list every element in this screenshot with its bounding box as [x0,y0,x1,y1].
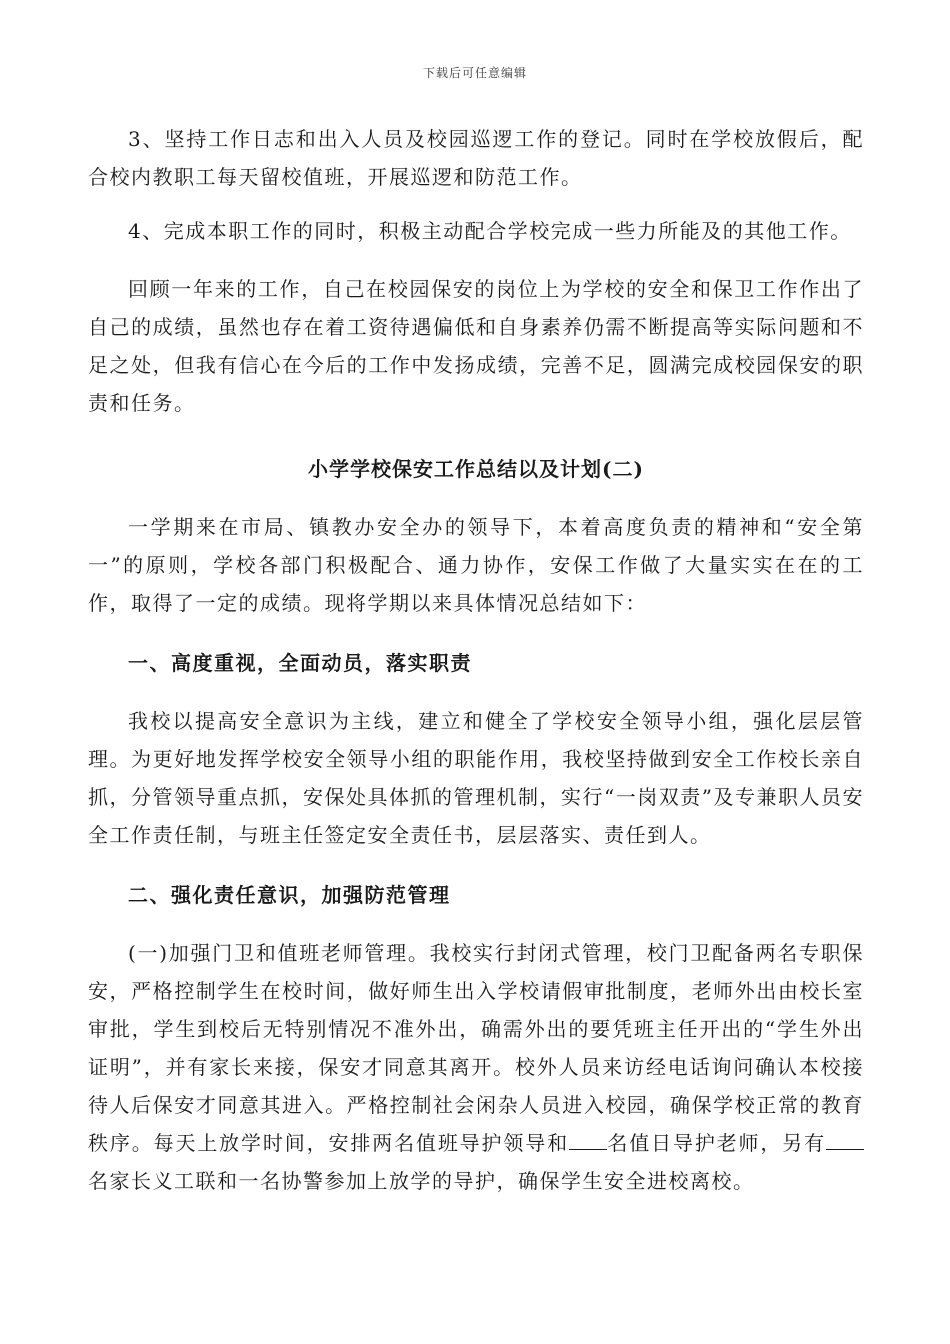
paragraph-gate-text-a: (一)加强门卫和值班老师管理。我校实行封闭式管理，校门卫配备两名专职保安，严格控制学生在校时间，做好师生出入学校请假审批制度，老师外出由校长室审批，学生到校后无特别情况不准外出，确需外出的要凭班主任开出的“学生外出证明”，并有家长来接，保安才同意其离开。校外人员来访经电话询问确认本校接待人后保安才同意其进入。严格控制社会闲杂人员进入校园，确保学校正常的教育秩序。每天上放学时间，安排两名值班导护领导和 [88,941,864,1155]
heading-two: 二、强化责任意识，加强防范管理 [128,883,451,907]
fill-blank [826,1131,864,1150]
paragraph-gate-management [88,934,864,1200]
paragraph-gate-text-b: 名值日导护老师，另有 [607,1131,826,1155]
section-title: 小学学校保安工作总结以及计划(二) [308,457,644,481]
paragraph-leadership: 我校以提高安全意识为主线，建立和健全了学校安全领导小组，强化层层管理。为更好地发挥学校安全领导小组的职能作用，我校坚持做到安全工作校长亲自抓，分管领导重点抓，安保处具体抓的管理机制，实行“一岗双责”及专兼职人员安全工作责任制，与班主任签定安全责任书，层层落实、责任到人。 [88,709,864,847]
paragraph-item-3: 3、坚持工作日志和出入人员及校园巡逻工作的登记。同时在学校放假后，配合校内教职工每天留校值班，开展巡逻和防范工作。 [88,127,864,189]
header-note: 下载后可任意编辑 [422,66,527,80]
paragraph-intro: 一学期来在市局、镇教办安全办的领导下，本着高度负责的精神和“安全第一”的原则，学校各部门积极配合、通力协作，安保工作做了大量实实在在的工作，取得了一定的成绩。现将学期以来具体情况总结如下： [88,515,864,615]
document-body [88,120,864,1200]
heading-one: 一、高度重视，全面动员，落实职责 [128,651,472,675]
paragraph-review: 回顾一年来的工作，自己在校园保安的岗位上为学校的安全和保卫工作作出了自己的成绩，虽然也存在着工资待遇偏低和自身素养仍需不断提高等实际问题和不足之处，但我有信心在今后的工作中发扬成绩，完善不足，圆满完成校园保安的职责和任务。 [88,277,864,415]
paragraph-gate-text-c: 名家长义工联和一名协警参加上放学的导护，确保学生安全进校离校。 [88,1169,755,1193]
fill-blank [569,1131,607,1150]
paragraph-item-4: 4、完成本职工作的同时，积极主动配合学校完成一些力所能及的其他工作。 [128,219,852,243]
